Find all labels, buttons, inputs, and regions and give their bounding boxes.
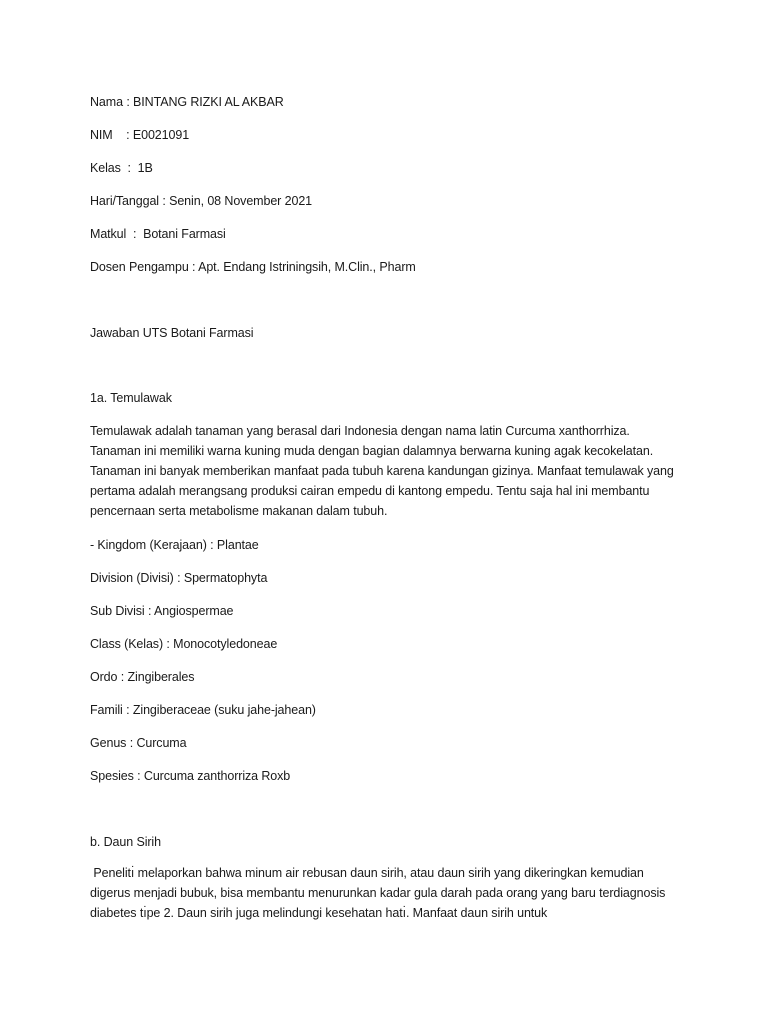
taxonomy-subdivision: Sub Divisi : Angiospermae <box>90 604 234 618</box>
taxonomy-class: Class (Kelas) : Monocotyledoneae <box>90 637 278 651</box>
taxonomy-division: Division (Divisi) : Spermatophyta <box>90 571 268 585</box>
student-nim: NIM : E0021091 <box>90 128 190 142</box>
taxonomy-genus: Genus : Curcuma <box>90 736 187 750</box>
course-name: Matkul : Botani Farmasi <box>90 227 226 241</box>
taxonomy-order: Ordo : Zingiberales <box>90 670 195 684</box>
section-1b-heading: b. Daun Sirih <box>90 835 161 849</box>
lecturer-name: Dosen Pengampu : Apt. Endang Istriningsih, M.Clin., Pharm <box>90 260 416 274</box>
exam-date: Hari/Tanggal : Senin, 08 November 2021 <box>90 194 313 208</box>
student-name: Nama : BINTANG RIZKI AL AKBAR <box>90 95 284 109</box>
section-1b-paragraph: Penelitı̇ melaporkan bahwa minum air rebusan daun sirih, atau daun sirih yang dikeringkan kemudian digerus menjadi bubuk, bisa membantu menurunkan kadar gula darah pada orang yang baru terdiagnosis diabetes tı̇pe 2. Daun sirih juga melindungi kesehatan hatı̇. Manfaat daun sirih untuk <box>90 866 669 920</box>
taxonomy-kingdom: - Kingdom (Kerajaan) : Plantae <box>90 538 259 552</box>
taxonomy-family: Famili : Zingiberaceae (suku jahe-jahean) <box>90 703 316 717</box>
section-1a-heading: 1a. Temulawak <box>90 391 172 405</box>
document-title: Jawaban UTS Botani Farmasi <box>90 326 254 340</box>
student-class: Kelas : 1B <box>90 161 153 175</box>
taxonomy-species: Spesies : Curcuma zanthorriza Roxb <box>90 769 291 783</box>
section-1a-paragraph: Temulawak adalah tanaman yang berasal dari Indonesia dengan nama latin Curcuma xanthorrhiza. Tanaman ini memiliki warna kuning muda dengan bagian dalamnya berwarna kuning agak kecokelatan. Tanaman ini banyak memberikan manfaat pada tubuh karena kandungan gizinya. Manfaat temulawak yang pertama adalah merangsang produksi cairan empedu di kantong empedu. Tentu saja hal ini membantu pencernaan serta metabolisme makanan dalam tubuh. <box>90 424 674 518</box>
